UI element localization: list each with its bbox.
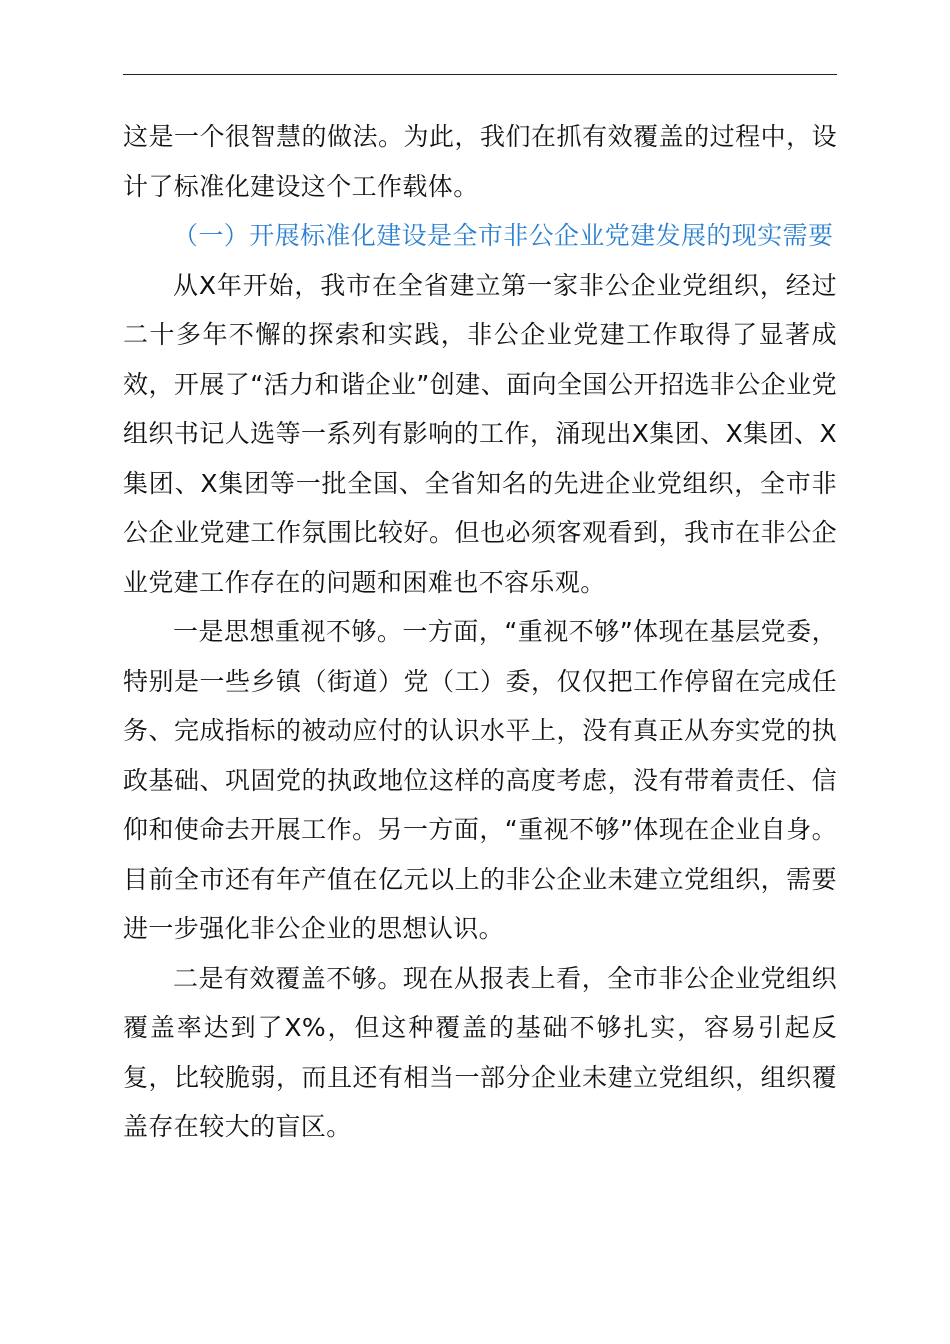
document-body	[123, 112, 837, 1152]
paragraph-background: 从X年开始，我市在全省建立第一家非公企业党组织，经过二十多年不懈的探索和实践，非公企业党建工作取得了显著成效，开展了“活力和谐企业”创建、面向全国公开招选非公企业党组织书记人选等一系列有影响的工作，涌现出X集团、X集团、X集团、X集团等一批全国、全省知名的先进企业党组织，全市非公企业党建工作氛围比较好。但也必须客观看到，我市在非公企业党建工作存在的问题和困难也不容乐观。	[123, 270, 837, 597]
paragraph-intro: 这是一个很智慧的做法。为此，我们在抓有效覆盖的过程中，设计了标准化建设这个工作载体。	[123, 122, 837, 201]
paragraph-issue-one: 一是思想重视不够。一方面，“重视不够”体现在基层党委，特别是一些乡镇（街道）党（工）委，仅仅把工作停留在完成任务、完成指标的被动应付的认识水平上，没有真正从夯实党的执政基础、巩固党的执政地位这样的高度考虑，没有带着责任、信仰和使命去开展工作。另一方面，“重视不够”体现在企业自身。目前全市还有年产值在亿元以上的非公企业未建立党组织，需要进一步强化非公企业的思想认识。	[123, 617, 837, 943]
header-rule	[123, 74, 837, 75]
paragraph-issue-two: 二是有效覆盖不够。现在从报表上看，全市非公企业党组织覆盖率达到了X%，但这种覆盖的基础不够扎实，容易引起反复，比较脆弱，而且还有相当一部分企业未建立党组织，组织覆盖存在较大的盲区。	[123, 963, 837, 1141]
section-heading: （一）开展标准化建设是全市非公企业党建发展的现实需要	[173, 221, 834, 250]
